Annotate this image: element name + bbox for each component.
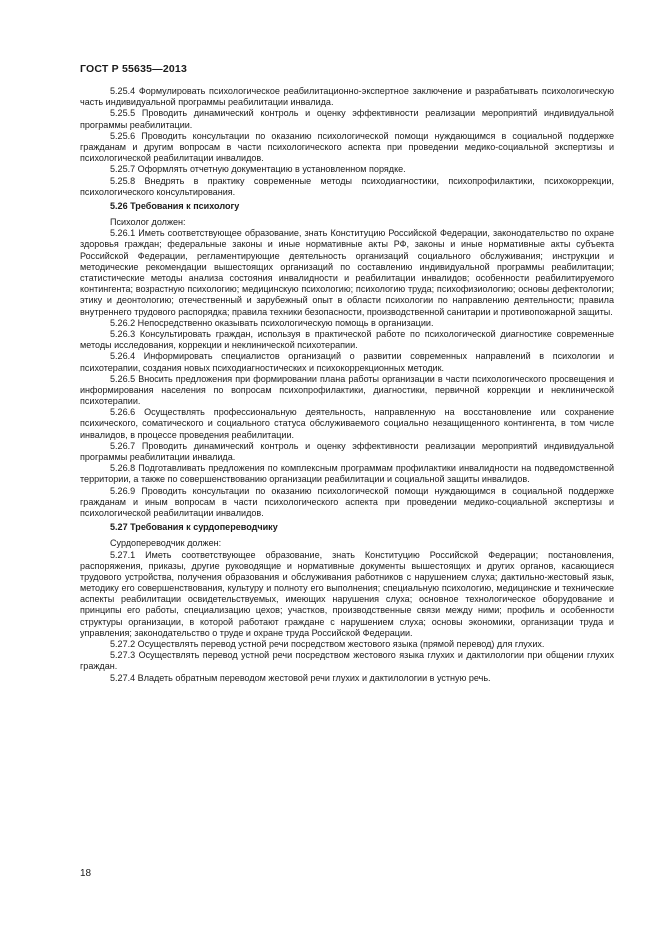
clause-5-25-5: 5.25.5 Проводить динамический контроль и оценку эффективности реализации мероприятий индивидуальной программы реабилитации. (80, 108, 614, 130)
clause-5-26-4: 5.26.4 Информировать специалистов организаций о развитии современных направлений в психологии и психотерапии, создания новых психодиагностических и психокоррекционных методик. (80, 351, 614, 373)
clause-5-25-4: 5.25.4 Формулировать психологическое реабилитационно-экспертное заключение и разрабатывать психологическую часть индивидуальной программы реабилитации инвалида. (80, 86, 614, 108)
document-body (80, 86, 614, 684)
clause-5-27-4: 5.27.4 Владеть обратным переводом жестовой речи глухих и дактилологии в устную речь. (110, 672, 491, 683)
document-header: ГОСТ Р 55635—2013 (80, 63, 188, 75)
clause-5-27-3: 5.27.3 Осуществлять перевод устной речи посредством жестового языка глухих и дактилологии при общении глухих граждан. (80, 650, 614, 672)
section-heading-5-26: 5.26 Требования к психологу (110, 200, 240, 211)
clause-5-25-6: 5.25.6 Проводить консультации по оказанию психологической помощи нуждающимся в социальной поддержке гражданам и другим вопросам в части психологического аспекта при проведении медико-социальной экспертизы и психологической реабилитации инвалидов. (80, 130, 614, 164)
page-number: 18 (80, 868, 92, 879)
clause-5-27-1: 5.27.1 Иметь соответствующее образование, знать Конституцию Российской Федерации; постановления, распоряжения, приказы, другие руководящие и нормативные документы вышестоящих и других органов, касающиеся трудового устройства, получения образования и обслуживания работников с нарушением слуха; дактильно-жестовый язык, методику его совершенствования, культуру и полноту его выполнения; специальную психологию, медицинские и технические аспекты реабилитации освидетельствуемых, имеющих нарушения слуха; основное технологическое оборудование и принципы его работы, специализацию цехов; участков, производственные связи между ними; профиль и особенности структуры организации, в которой работают граждане с нарушением слуха; основы экономики, организации труда и управления; законодательство о труде и охране труда Российской Федерации. (80, 549, 614, 638)
clause-5-25-8: 5.25.8 Внедрять в практику современные методы психодиагностики, психопрофилактики, психокоррекции, психологического консультирования. (80, 175, 614, 197)
clause-5-26-8: 5.26.8 Подготавливать предложения по комплексным программам профилактики инвалидности на подведомственной территории, а также по совершенствованию организации реабилитации и социальной защиты инвалидов. (80, 463, 614, 485)
psychologist-intro: Психолог должен: (110, 217, 186, 228)
clause-5-25-7: 5.25.7 Оформлять отчетную документацию в установленном порядке. (110, 164, 406, 175)
clause-5-26-1: 5.26.1 Иметь соответствующее образование, знать Конституцию Российской Федерации, законодательство по охране здоровья граждан; федеральные законы и иные нормативные акты РФ, законы и иные нормативные акты субъекта Российской Федерации, регламентирующие деятельность организаций социального обслуживания; инструкции и методические рекомендации вышестоящих организаций по составлению индивидуальной программы реабилитации; статистические методы анализа состояния инвалидности и реабилитации инвалидов; особенности реабилитируемого контингента; возрастную психологию; медицинскую психологию; психологию труда; психофизиологию; основы дефектологии; этику и деонтологию; отечественный и зарубежный опыт в области психологии по направлению деятельности; правила внутреннего трудового распорядка; правила техники безопасности, производственной санитарии и противопожарной защиты. (80, 228, 614, 317)
section-heading-5-27: 5.27 Требования к сурдопереводчику (110, 522, 278, 533)
clause-5-26-6: 5.26.6 Осуществлять профессиональную деятельность, направленную на восстановление или сохранение психического, соматического и социального статуса обслуживаемого социально незащищенного контингента, в том числе инвалидов, в процессе проведения реабилитации. (80, 407, 614, 440)
clause-5-27-2: 5.27.2 Осуществлять перевод устной речи посредством жестового языка (прямой перевод) для глухих. (110, 639, 545, 649)
clause-5-26-2: 5.26.2 Непосредственно оказывать психологическую помощь в организации. (110, 317, 434, 328)
clause-5-26-5: 5.26.5 Вносить предложения при формировании плана работы организации в части психологического просвещения и информирования населения по вопросам психопрофилактики, диагностики, первичной коррекции и неклинической психотерапии. (80, 373, 614, 407)
clause-5-26-9: 5.26.9 Проводить консультации по оказанию психологической помощи нуждающимся в социальной поддержке гражданам и иным вопросам в части психологического аспекта при проведении медико-социальной экспертизы и психологической реабилитации инвалидов. (80, 485, 614, 518)
clause-5-26-7: 5.26.7 Проводить динамический контроль и оценку эффективности реализации мероприятий индивидуальной программы реабилитации инвалида. (80, 440, 614, 462)
interpreter-intro: Сурдопереводчик должен: (110, 538, 222, 549)
clause-5-26-3: 5.26.3 Консультировать граждан, используя в практической работе по психологической диагностике современные методы исследования, коррекции и неклинической психотерапии. (80, 328, 614, 351)
